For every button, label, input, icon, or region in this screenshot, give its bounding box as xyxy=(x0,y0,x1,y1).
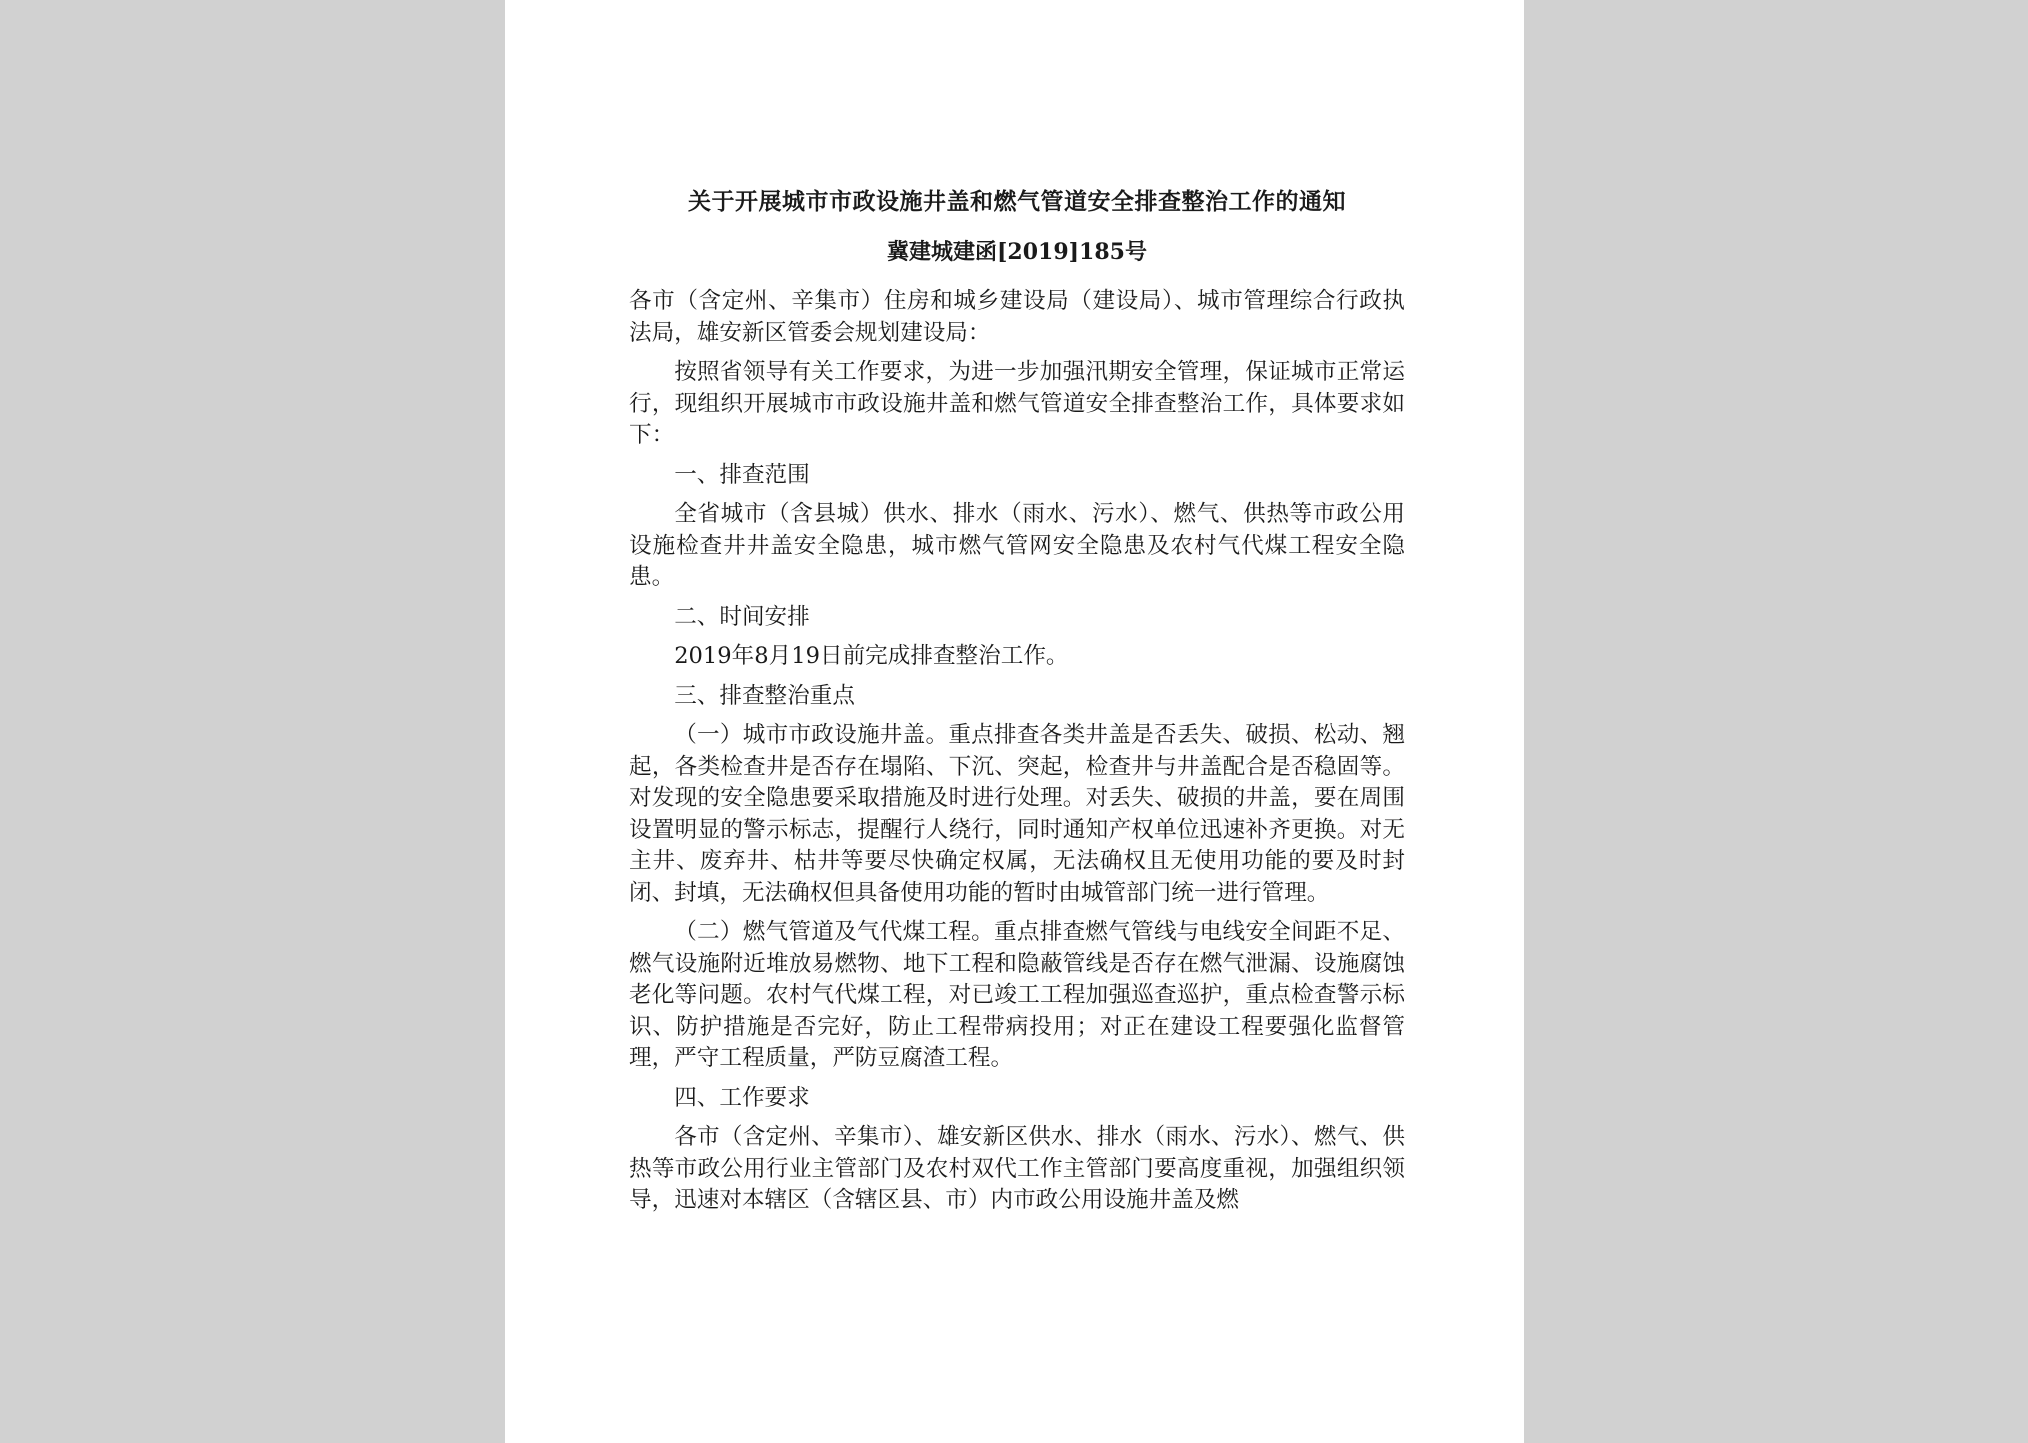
focus-item-manhole-covers: （一）城市市政设施井盖。重点排查各类井盖是否丢失、破损、松动、翘起，各类检查井是否存在塌陷、下沉、突起，检查井与井盖配合是否稳固等。对发现的安全隐患要采取措施及时进行处理。对丢失、破损的井盖，要在周围设置明显的警示标志，提醒行人绕行，同时通知产权单位迅速补齐更换。对无主井、废弃井、枯井等要尽快确定权属，无法确权且无使用功能的要及时封闭、封填，无法确权但具备使用功能的暂时由城管部门统一进行管理。 xyxy=(629,722,1405,906)
document-page xyxy=(505,0,1524,1443)
section-heading-scope: 一、排查范围 xyxy=(674,461,810,488)
section-heading-focus: 三、排查整治重点 xyxy=(674,682,855,709)
requirements-paragraph: 各市（含定州、辛集市）、雄安新区供水、排水（雨水、污水）、燃气、供热等市政公用行业主管部门及农村双代工作主管部门要高度重视，加强组织领导，迅速对本辖区（含辖区县、市）内市政公用设施井盖及燃 xyxy=(629,1124,1405,1213)
section-heading-requirements: 四、工作要求 xyxy=(674,1084,810,1111)
document-number: 冀建城建函[2019]185号 xyxy=(887,239,1147,265)
document-title: 关于开展城市市政设施井盖和燃气管道安全排查整治工作的通知 xyxy=(688,188,1346,215)
schedule-paragraph: 2019年8月19日前完成排查整治工作。 xyxy=(674,643,1069,669)
focus-item-gas-pipelines: （二）燃气管道及气代煤工程。重点排查燃气管线与电线安全间距不足、燃气设施附近堆放易燃物、地下工程和隐蔽管线是否存在燃气泄漏、设施腐蚀老化等问题。农村气代煤工程，对已竣工工程加强巡查巡护，重点检查警示标识、防护措施是否完好，防止工程带病投用；对正在建设工程要强化监督管理，严守工程质量，严防豆腐渣工程。 xyxy=(629,919,1405,1071)
page-content xyxy=(629,182,1405,1225)
recipients-paragraph: 各市（含定州、辛集市）住房和城乡建设局（建设局）、城市管理综合行政执法局，雄安新区管委会规划建设局： xyxy=(629,288,1405,346)
intro-paragraph: 按照省领导有关工作要求，为进一步加强汛期安全管理，保证城市正常运行，现组织开展城市市政设施井盖和燃气管道安全排查整治工作，具体要求如下： xyxy=(629,359,1405,448)
section-heading-schedule: 二、时间安排 xyxy=(674,603,810,630)
scope-paragraph: 全省城市（含县城）供水、排水（雨水、污水）、燃气、供热等市政公用设施检查井井盖安全隐患，城市燃气管网安全隐患及农村气代煤工程安全隐患。 xyxy=(629,501,1405,590)
